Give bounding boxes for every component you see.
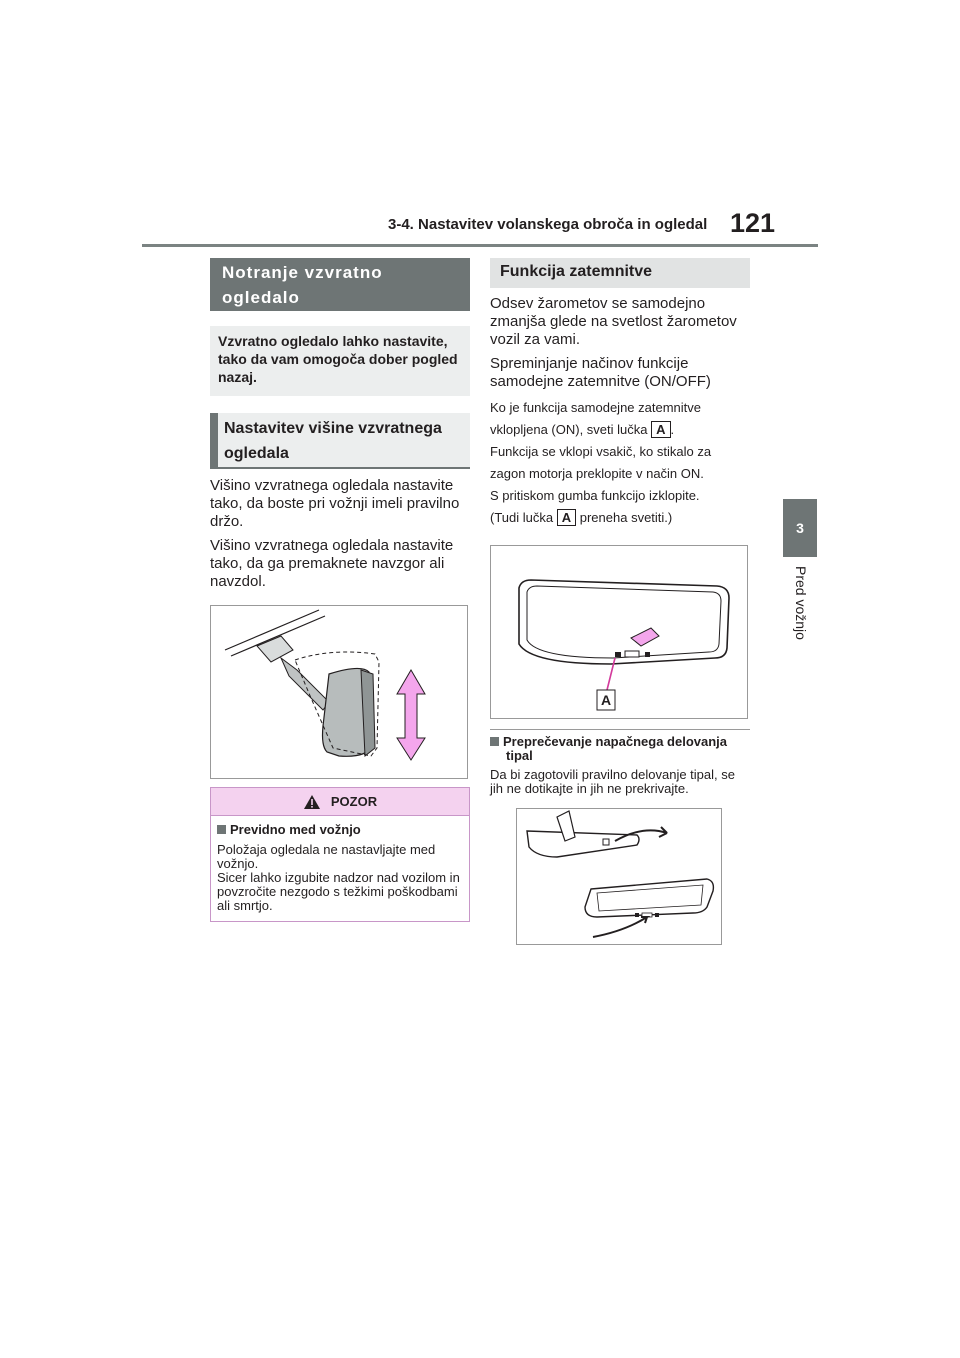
subsection-height-adjust: Nastavitev višine vzvratnega ogledala [210, 413, 470, 469]
dimming-paragraph-1: Odsev žarometov se samodejno zmanjša glede na svetlost žarometov vozil za vami. [490, 295, 737, 348]
note-divider [490, 729, 750, 730]
sensor-mirrors-illustration [517, 809, 721, 944]
dimming-line-1: Ko je funkcija samodejne zatemnitve [490, 400, 702, 415]
warning-text-2: Sicer lahko izgubite nadzor nad vozilom in povzročite nezgodo s težkimi poškodbami ali smrtjo. [217, 870, 460, 913]
header-divider [142, 244, 818, 247]
height-paragraph-1: Višino vzvratnega ogledala nastavite tako, da boste pri vožnji imeli pravilno držo. [210, 477, 460, 530]
section-heading: 3-4. Nastavitev volanskega obroča in ogledal [388, 216, 708, 233]
chapter-label: Pred vožnjo [793, 566, 809, 640]
intro-box: Vzvratno ogledalo lahko nastavite, tako da vam omogoča dober pogled nazaj. [210, 326, 470, 396]
dimming-paragraph-2: Spreminjanje načinov funkcije samodejne zatemnitve (ON/OFF) [490, 355, 711, 390]
indicator-badge-a: A [557, 509, 576, 526]
figure-sensor-mirrors [516, 808, 722, 945]
bullet-square-icon [217, 825, 226, 834]
figure-mirror-height [210, 605, 468, 779]
dimming-mirror-illustration [491, 546, 747, 718]
chapter-tab: 3 [783, 499, 817, 557]
note-title: Preprečevanje napačnega delovanja tipal [490, 735, 750, 763]
height-paragraph-2: Višino vzvratnega ogledala nastavite tako, da ga premaknete navzgor ali navzdol. [210, 537, 454, 590]
indicator-badge-a: A [651, 421, 670, 438]
warning-text-1: Položaja ogledala ne nastavljajte med vožnjo. [217, 842, 436, 871]
warning-header [211, 788, 469, 816]
right-column [490, 258, 750, 945]
dimming-line-6: (Tudi lučka A preneha svetiti.) [490, 510, 673, 525]
section-title-mirror: Notranje vzvratno ogledalo [210, 258, 470, 311]
warning-triangle-icon [303, 794, 321, 810]
warning-subtitle: Previdno med vožnjo [217, 822, 463, 837]
dimming-line-2: vklopljena (ON), sveti lučka A . [490, 422, 675, 437]
page-number: 121 [730, 208, 776, 238]
figure-label-a: A [600, 692, 612, 708]
dimming-line-4: zagon motorja preklopite v način ON. [490, 466, 704, 481]
figure-dimming-mirror [490, 545, 748, 719]
note-text: Da bi zagotovili pravilno delovanje tipal, se jih ne dotikajte in jih ne prekrivajte. [490, 767, 735, 796]
warning-box [210, 787, 470, 922]
section-title-dimming: Funkcija zatemnitve [490, 258, 750, 288]
left-column [210, 258, 470, 922]
mirror-height-illustration [211, 606, 467, 778]
warning-title: POZOR [330, 794, 378, 809]
dimming-line-3: Funkcija se vklopi vsakič, ko stikalo za [490, 444, 712, 459]
bullet-square-icon [490, 737, 499, 746]
dimming-line-5: S pritiskom gumba funkcijo izklopite. [490, 488, 700, 503]
